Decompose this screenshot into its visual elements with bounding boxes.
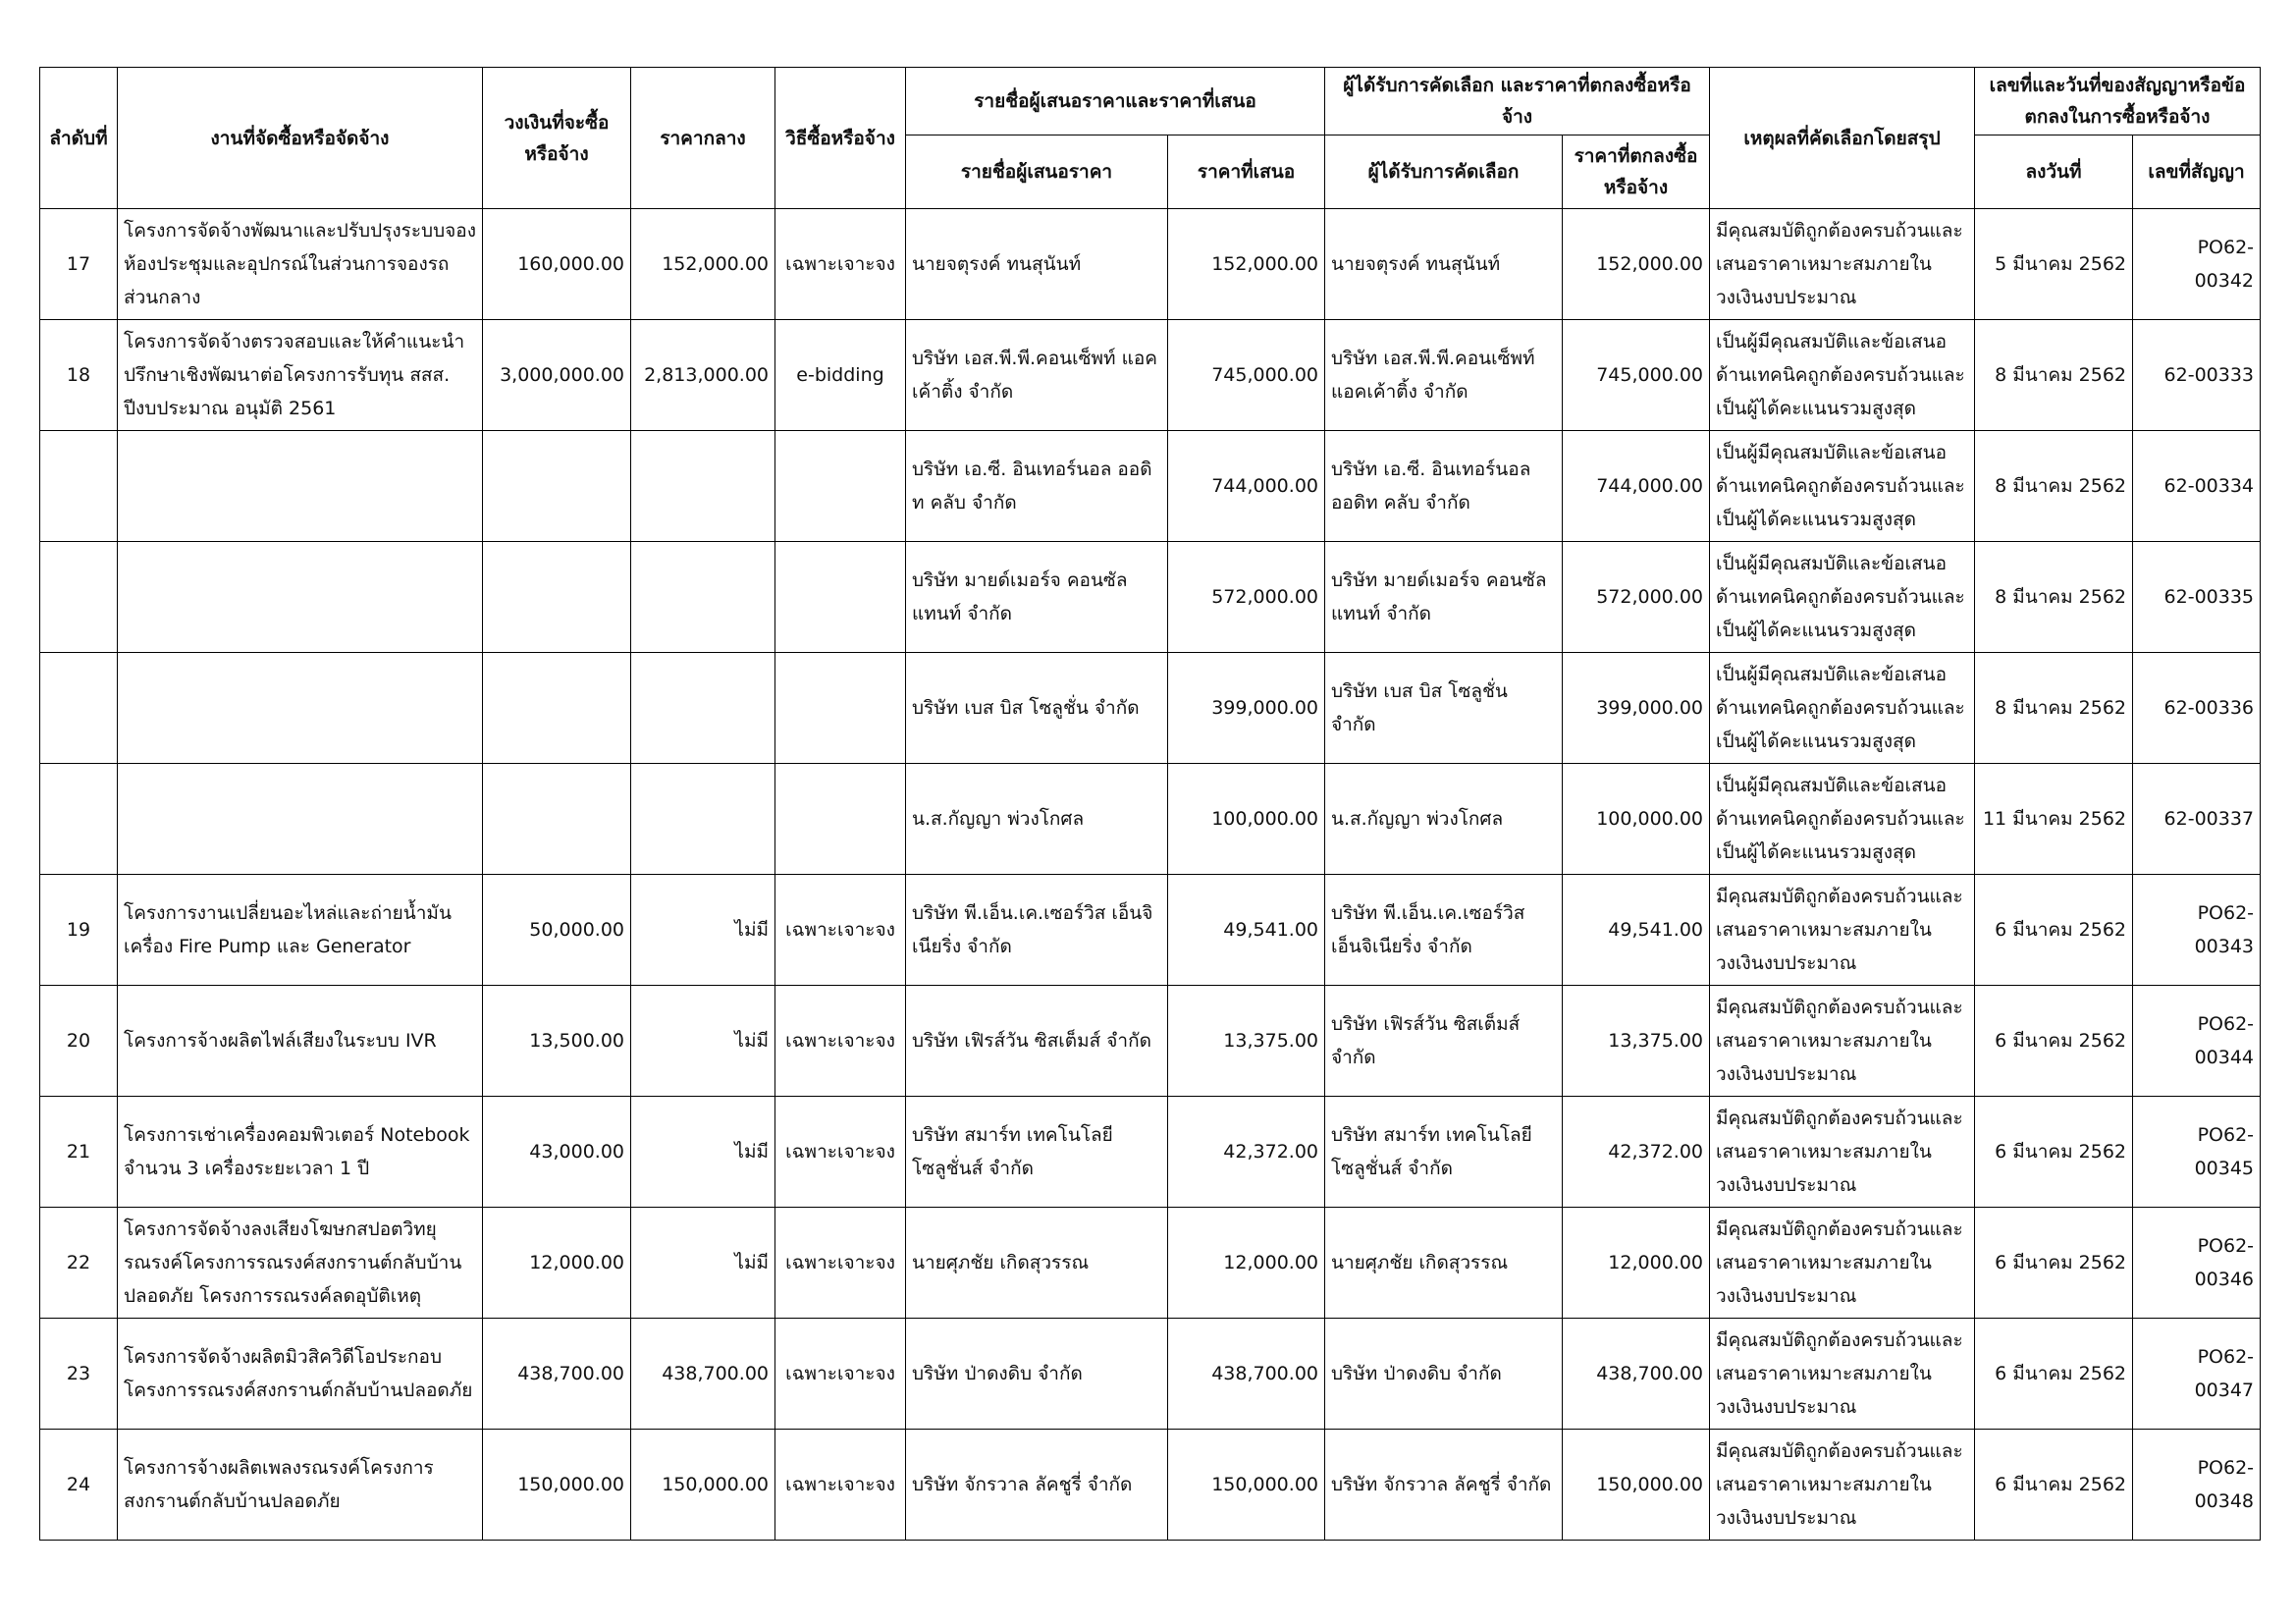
- cell-work: โครงการจัดจ้างพัฒนาและปรับปรุงระบบจองห้องประชุมและอุปกรณ์ในส่วนการจองรถส่วนกลาง: [118, 209, 483, 320]
- cell-date: 6 มีนาคม 2562: [1975, 986, 2133, 1097]
- cell-bidder: บริษัท เฟิรส์วัน ซิสเต็มส์ จำกัด: [906, 986, 1168, 1097]
- header-date: ลงวันที่: [1975, 135, 2133, 209]
- cell-contract-no: PO62-00344: [2133, 986, 2261, 1097]
- cell-median: [631, 431, 775, 542]
- cell-bid-price: 572,000.00: [1168, 542, 1325, 653]
- header-bidders-group: รายชื่อผู้เสนอราคาและราคาที่เสนอ: [906, 68, 1325, 135]
- cell-budget: [483, 653, 631, 764]
- cell-reason: มีคุณสมบัติถูกต้องครบถ้วนและเสนอราคาเหมาะสมภายในวงเงินงบประมาณ: [1710, 1430, 1975, 1541]
- cell-median: [631, 653, 775, 764]
- cell-date: 6 มีนาคม 2562: [1975, 1097, 2133, 1208]
- cell-bid-price: 13,375.00: [1168, 986, 1325, 1097]
- cell-work: โครงการเช่าเครื่องคอมพิวเตอร์ Notebook จำนวน 3 เครื่องระยะเวลา 1 ปี: [118, 1097, 483, 1208]
- cell-work: [118, 653, 483, 764]
- cell-contract-no: 62-00333: [2133, 320, 2261, 431]
- cell-selected: บริษัท ป่าดงดิบ จำกัด: [1325, 1319, 1563, 1430]
- cell-method: เฉพาะเจาะจง: [775, 1208, 906, 1319]
- table-row: [40, 1097, 2261, 1208]
- cell-no: 23: [40, 1319, 118, 1430]
- cell-method: e-bidding: [775, 320, 906, 431]
- cell-reason: เป็นผู้มีคุณสมบัติและข้อเสนอด้านเทคนิคถูกต้องครบถ้วนและเป็นผู้ได้คะแนนรวมสูงสุด: [1710, 320, 1975, 431]
- cell-budget: [483, 542, 631, 653]
- cell-agreed-price: 745,000.00: [1563, 320, 1710, 431]
- cell-date: 5 มีนาคม 2562: [1975, 209, 2133, 320]
- cell-contract-no: 62-00335: [2133, 542, 2261, 653]
- cell-agreed-price: 744,000.00: [1563, 431, 1710, 542]
- cell-work: โครงการจ้างผลิตไฟล์เสียงในระบบ IVR: [118, 986, 483, 1097]
- cell-bidder: บริษัท มายด์เมอร์จ คอนซัลแทนท์ จำกัด: [906, 542, 1168, 653]
- cell-bid-price: 49,541.00: [1168, 875, 1325, 986]
- cell-bidder: บริษัท ป่าดงดิบ จำกัด: [906, 1319, 1168, 1430]
- cell-selected: บริษัท พี.เอ็น.เค.เซอร์วิส เอ็นจิเนียริ่ง จำกัด: [1325, 875, 1563, 986]
- cell-work: โครงการงานเปลี่ยนอะไหล่และถ่ายน้ำมันเครื่อง Fire Pump และ Generator: [118, 875, 483, 986]
- table-row: [40, 209, 2261, 320]
- cell-selected: นายศุภชัย เกิดสุวรรณ: [1325, 1208, 1563, 1319]
- procurement-table: [39, 67, 2261, 1541]
- cell-budget: [483, 764, 631, 875]
- cell-agreed-price: 13,375.00: [1563, 986, 1710, 1097]
- table-row: [40, 764, 2261, 875]
- cell-work: โครงการจัดจ้างลงเสียงโฆษกสปอตวิทยุรณรงค์โครงการรณรงค์สงกรานต์กลับบ้านปลอดภัย โครงการรณรงค์ลดอุบัติเหตุ: [118, 1208, 483, 1319]
- cell-work: [118, 764, 483, 875]
- cell-reason: เป็นผู้มีคุณสมบัติและข้อเสนอด้านเทคนิคถูกต้องครบถ้วนและเป็นผู้ได้คะแนนรวมสูงสุด: [1710, 431, 1975, 542]
- cell-method: [775, 431, 906, 542]
- table-row: [40, 1430, 2261, 1541]
- cell-budget: 13,500.00: [483, 986, 631, 1097]
- cell-bidder: นายศุภชัย เกิดสุวรรณ: [906, 1208, 1168, 1319]
- table-row: [40, 431, 2261, 542]
- cell-reason: มีคุณสมบัติถูกต้องครบถ้วนและเสนอราคาเหมาะสมภายในวงเงินงบประมาณ: [1710, 1319, 1975, 1430]
- cell-reason: มีคุณสมบัติถูกต้องครบถ้วนและเสนอราคาเหมาะสมภายในวงเงินงบประมาณ: [1710, 1208, 1975, 1319]
- cell-selected: บริษัท สมาร์ท เทคโนโลยี โซลูชั่นส์ จำกัด: [1325, 1097, 1563, 1208]
- cell-date: 6 มีนาคม 2562: [1975, 1430, 2133, 1541]
- cell-reason: เป็นผู้มีคุณสมบัติและข้อเสนอด้านเทคนิคถูกต้องครบถ้วนและเป็นผู้ได้คะแนนรวมสูงสุด: [1710, 653, 1975, 764]
- cell-no: [40, 653, 118, 764]
- cell-contract-no: PO62-00346: [2133, 1208, 2261, 1319]
- cell-median: 438,700.00: [631, 1319, 775, 1430]
- cell-bid-price: 744,000.00: [1168, 431, 1325, 542]
- cell-method: เฉพาะเจาะจง: [775, 1430, 906, 1541]
- header-agreed-price: ราคาที่ตกลงซื้อหรือจ้าง: [1563, 135, 1710, 209]
- cell-median: 152,000.00: [631, 209, 775, 320]
- cell-work: [118, 431, 483, 542]
- cell-date: 8 มีนาคม 2562: [1975, 431, 2133, 542]
- cell-median: [631, 764, 775, 875]
- cell-date: 8 มีนาคม 2562: [1975, 653, 2133, 764]
- cell-contract-no: 62-00336: [2133, 653, 2261, 764]
- cell-no: [40, 431, 118, 542]
- cell-date: 6 มีนาคม 2562: [1975, 1319, 2133, 1430]
- cell-method: [775, 542, 906, 653]
- table-row: [40, 1319, 2261, 1430]
- cell-contract-no: 62-00334: [2133, 431, 2261, 542]
- table-row: [40, 875, 2261, 986]
- cell-budget: 160,000.00: [483, 209, 631, 320]
- cell-date: 8 มีนาคม 2562: [1975, 542, 2133, 653]
- header-selected-group: ผู้ได้รับการคัดเลือก และราคาที่ตกลงซื้อหรือจ้าง: [1325, 68, 1710, 135]
- cell-budget: 43,000.00: [483, 1097, 631, 1208]
- cell-agreed-price: 572,000.00: [1563, 542, 1710, 653]
- header-median: ราคากลาง: [631, 68, 775, 209]
- header-selected-name: ผู้ได้รับการคัดเลือก: [1325, 135, 1563, 209]
- cell-budget: 12,000.00: [483, 1208, 631, 1319]
- cell-no: 24: [40, 1430, 118, 1541]
- cell-no: 21: [40, 1097, 118, 1208]
- cell-agreed-price: 12,000.00: [1563, 1208, 1710, 1319]
- cell-bid-price: 150,000.00: [1168, 1430, 1325, 1541]
- table-row: [40, 1208, 2261, 1319]
- header-bid-price: ราคาที่เสนอ: [1168, 135, 1325, 209]
- header-method: วิธีซื้อหรือจ้าง: [775, 68, 906, 209]
- cell-work: [118, 542, 483, 653]
- cell-selected: บริษัท มายด์เมอร์จ คอนซัลแทนท์ จำกัด: [1325, 542, 1563, 653]
- cell-method: [775, 764, 906, 875]
- cell-reason: มีคุณสมบัติถูกต้องครบถ้วนและเสนอราคาเหมาะสมภายในวงเงินงบประมาณ: [1710, 875, 1975, 986]
- cell-budget: [483, 431, 631, 542]
- header-budget: วงเงินที่จะซื้อหรือจ้าง: [483, 68, 631, 209]
- cell-bidder: บริษัท เอส.พี.พี.คอนเซ็พท์ แอคเค้าติ้ง จำกัด: [906, 320, 1168, 431]
- cell-no: 22: [40, 1208, 118, 1319]
- cell-median: ไม่มี: [631, 986, 775, 1097]
- cell-no: 17: [40, 209, 118, 320]
- header-contract-group: เลขที่และวันที่ของสัญญาหรือข้อตกลงในการซื้อหรือจ้าง: [1975, 68, 2261, 135]
- cell-date: 6 มีนาคม 2562: [1975, 875, 2133, 986]
- table-row: [40, 653, 2261, 764]
- cell-bid-price: 100,000.00: [1168, 764, 1325, 875]
- cell-selected: บริษัท เบส บิส โซลูชั่น จำกัด: [1325, 653, 1563, 764]
- cell-budget: 3,000,000.00: [483, 320, 631, 431]
- cell-date: 8 มีนาคม 2562: [1975, 320, 2133, 431]
- cell-date: 6 มีนาคม 2562: [1975, 1208, 2133, 1319]
- cell-median: ไม่มี: [631, 1208, 775, 1319]
- cell-reason: เป็นผู้มีคุณสมบัติและข้อเสนอด้านเทคนิคถูกต้องครบถ้วนและเป็นผู้ได้คะแนนรวมสูงสุด: [1710, 764, 1975, 875]
- cell-bidder: น.ส.กัญญา พ่วงโกศล: [906, 764, 1168, 875]
- cell-agreed-price: 150,000.00: [1563, 1430, 1710, 1541]
- header-contract-no: เลขที่สัญญา: [2133, 135, 2261, 209]
- cell-contract-no: PO62-00347: [2133, 1319, 2261, 1430]
- cell-method: เฉพาะเจาะจง: [775, 986, 906, 1097]
- table-row: [40, 542, 2261, 653]
- header-no: ลำดับที่: [40, 68, 118, 209]
- cell-median: ไม่มี: [631, 1097, 775, 1208]
- cell-bidder: บริษัท เอ.ซี. อินเทอร์นอล ออดิท คลับ จำกัด: [906, 431, 1168, 542]
- cell-work: โครงการจ้างผลิตเพลงรณรงค์โครงการสงกรานต์กลับบ้านปลอดภัย: [118, 1430, 483, 1541]
- cell-median: [631, 542, 775, 653]
- header-bidder-name: รายชื่อผู้เสนอราคา: [906, 135, 1168, 209]
- header-reason: เหตุผลที่คัดเลือกโดยสรุป: [1710, 68, 1975, 209]
- cell-method: เฉพาะเจาะจง: [775, 209, 906, 320]
- cell-bid-price: 152,000.00: [1168, 209, 1325, 320]
- cell-method: [775, 653, 906, 764]
- cell-contract-no: PO62-00345: [2133, 1097, 2261, 1208]
- cell-no: 18: [40, 320, 118, 431]
- cell-agreed-price: 399,000.00: [1563, 653, 1710, 764]
- cell-date: 11 มีนาคม 2562: [1975, 764, 2133, 875]
- cell-bid-price: 12,000.00: [1168, 1208, 1325, 1319]
- cell-no: 19: [40, 875, 118, 986]
- cell-method: เฉพาะเจาะจง: [775, 1319, 906, 1430]
- cell-bidder: บริษัท สมาร์ท เทคโนโลยี โซลูชั่นส์ จำกัด: [906, 1097, 1168, 1208]
- cell-bidder: บริษัท จักรวาล ลัคชูรี่ จำกัด: [906, 1430, 1168, 1541]
- cell-bidder: นายจตุรงค์ ทนสุนันท์: [906, 209, 1168, 320]
- cell-agreed-price: 152,000.00: [1563, 209, 1710, 320]
- cell-selected: บริษัท จักรวาล ลัคชูรี่ จำกัด: [1325, 1430, 1563, 1541]
- cell-budget: 150,000.00: [483, 1430, 631, 1541]
- cell-no: [40, 542, 118, 653]
- cell-agreed-price: 42,372.00: [1563, 1097, 1710, 1208]
- cell-selected: บริษัท เอ.ซี. อินเทอร์นอล ออดิท คลับ จำกัด: [1325, 431, 1563, 542]
- cell-reason: มีคุณสมบัติถูกต้องครบถ้วนและเสนอราคาเหมาะสมภายในวงเงินงบประมาณ: [1710, 209, 1975, 320]
- header-work: งานที่จัดซื้อหรือจัดจ้าง: [118, 68, 483, 209]
- cell-contract-no: PO62-00343: [2133, 875, 2261, 986]
- cell-method: เฉพาะเจาะจง: [775, 1097, 906, 1208]
- cell-bid-price: 745,000.00: [1168, 320, 1325, 431]
- cell-selected: บริษัท เฟิรส์วัน ซิสเต็มส์ จำกัด: [1325, 986, 1563, 1097]
- cell-contract-no: PO62-00348: [2133, 1430, 2261, 1541]
- cell-bid-price: 438,700.00: [1168, 1319, 1325, 1430]
- cell-reason: เป็นผู้มีคุณสมบัติและข้อเสนอด้านเทคนิคถูกต้องครบถ้วนและเป็นผู้ได้คะแนนรวมสูงสุด: [1710, 542, 1975, 653]
- table-row: [40, 986, 2261, 1097]
- cell-work: โครงการจัดจ้างตรวจสอบและให้คำแนะนำปรึกษาเชิงพัฒนาต่อโครงการรับทุน สสส. ปีงบประมาณ อนุมัติ 2561: [118, 320, 483, 431]
- cell-budget: 438,700.00: [483, 1319, 631, 1430]
- cell-contract-no: 62-00337: [2133, 764, 2261, 875]
- cell-median: 2,813,000.00: [631, 320, 775, 431]
- cell-bidder: บริษัท เบส บิส โซลูชั่น จำกัด: [906, 653, 1168, 764]
- cell-selected: บริษัท เอส.พี.พี.คอนเซ็พท์ แอคเค้าติ้ง จำกัด: [1325, 320, 1563, 431]
- cell-bidder: บริษัท พี.เอ็น.เค.เซอร์วิส เอ็นจิเนียริ่ง จำกัด: [906, 875, 1168, 986]
- cell-reason: มีคุณสมบัติถูกต้องครบถ้วนและเสนอราคาเหมาะสมภายในวงเงินงบประมาณ: [1710, 986, 1975, 1097]
- cell-median: 150,000.00: [631, 1430, 775, 1541]
- cell-bid-price: 42,372.00: [1168, 1097, 1325, 1208]
- cell-bid-price: 399,000.00: [1168, 653, 1325, 764]
- cell-selected: น.ส.กัญญา พ่วงโกศล: [1325, 764, 1563, 875]
- cell-no: 20: [40, 986, 118, 1097]
- cell-method: เฉพาะเจาะจง: [775, 875, 906, 986]
- cell-no: [40, 764, 118, 875]
- cell-reason: มีคุณสมบัติถูกต้องครบถ้วนและเสนอราคาเหมาะสมภายในวงเงินงบประมาณ: [1710, 1097, 1975, 1208]
- cell-contract-no: PO62-00342: [2133, 209, 2261, 320]
- cell-agreed-price: 100,000.00: [1563, 764, 1710, 875]
- cell-work: โครงการจัดจ้างผลิตมิวสิควิดีโอประกอบโครงการรณรงค์สงกรานต์กลับบ้านปลอดภัย: [118, 1319, 483, 1430]
- cell-agreed-price: 438,700.00: [1563, 1319, 1710, 1430]
- cell-median: ไม่มี: [631, 875, 775, 986]
- table-row: [40, 320, 2261, 431]
- cell-selected: นายจตุรงค์ ทนสุนันท์: [1325, 209, 1563, 320]
- cell-agreed-price: 49,541.00: [1563, 875, 1710, 986]
- cell-budget: 50,000.00: [483, 875, 631, 986]
